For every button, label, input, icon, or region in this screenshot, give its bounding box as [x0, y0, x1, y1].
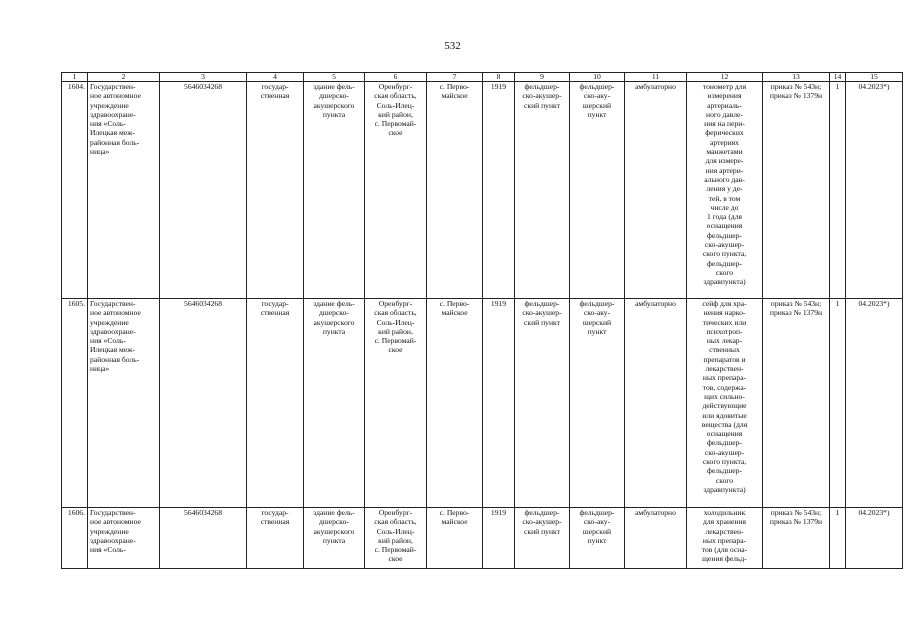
column-header: 12 — [687, 73, 763, 82]
building-type: здание фель- дшерско- акушерского пункта — [304, 299, 365, 508]
organization-name: Государствен- ное автономное учреждение здравоохране- ния «Соль- Илецкая меж- районная боль- ница» — [88, 299, 160, 508]
quantity: 1 — [830, 508, 846, 569]
locality: с. Перво- майское — [427, 299, 483, 508]
due-date: 04.2023*) — [846, 82, 903, 299]
inn-code: 5646034268 — [160, 299, 247, 508]
column-header: 9 — [515, 73, 570, 82]
unit-type-secondary: фельдшер- ско-аку- шерский пункт — [570, 299, 625, 508]
table-row — [62, 82, 903, 299]
column-header: 11 — [625, 73, 687, 82]
registry-table-container — [61, 72, 890, 570]
due-date: 04.2023*) — [846, 299, 903, 508]
locality: с. Перво- майское — [427, 508, 483, 569]
table-row — [62, 299, 903, 508]
address: Оренбург- ская область, Соль-Илец- кий район, с. Первомай- ское — [365, 508, 427, 569]
column-header: 6 — [365, 73, 427, 82]
care-conditions: амбулаторно — [625, 299, 687, 508]
column-header: 10 — [570, 73, 625, 82]
organization-name: Государствен- ное автономное учреждение здравоохране- ния «Соль- Илецкая меж- районная боль- ница» — [88, 82, 160, 299]
unit-type-secondary: фельдшер- ско-аку- шерский пункт — [570, 82, 625, 299]
ownership-form: государ- ственная — [247, 299, 304, 508]
building-type: здание фель- дшерско- акушерского пункта — [304, 508, 365, 569]
quantity: 1 — [830, 299, 846, 508]
care-conditions: амбулаторно — [625, 82, 687, 299]
column-header: 14 — [830, 73, 846, 82]
registry-table — [61, 72, 903, 569]
organization-name: Государствен- ное автономное учреждение здравоохране- ния «Соль- — [88, 508, 160, 569]
column-header: 2 — [88, 73, 160, 82]
order-reference: приказ № 543н; приказ № 1379н — [763, 82, 830, 299]
row-number: 1604. — [62, 82, 88, 299]
column-header: 3 — [160, 73, 247, 82]
table-row — [62, 508, 903, 569]
inn-code: 5646034268 — [160, 82, 247, 299]
equipment-description: тонометр для измерения артериаль- ного давле- ния на пери- ферических артериях манжетами для измере- ния артери- ального дав- ления у де- тей, в том числе до 1 года (для оснащения фельдшер- ско-акушер- ского пункта, фельдшер- ского здравпункта) — [687, 82, 763, 299]
ownership-form: государ- ственная — [247, 82, 304, 299]
order-reference: приказ № 543н; приказ № 1379н — [763, 299, 830, 508]
column-number-row — [62, 73, 903, 82]
ownership-form: государ- ственная — [247, 508, 304, 569]
column-header: 13 — [763, 73, 830, 82]
equipment-description: холодильник для хранения лекарствен- ных препара- тов (для осна- щения фельд- — [687, 508, 763, 569]
unit-type: фельдшер- ско-акушер- ский пункт — [515, 508, 570, 569]
due-date: 04.2023*) — [846, 508, 903, 569]
row-number: 1606. — [62, 508, 88, 569]
column-header: 8 — [483, 73, 515, 82]
column-header: 1 — [62, 73, 88, 82]
order-reference: приказ № 543н; приказ № 1379н — [763, 508, 830, 569]
column-header: 4 — [247, 73, 304, 82]
year: 1919 — [483, 82, 515, 299]
unit-type-secondary: фельдшер- ско-аку- шерский пункт — [570, 508, 625, 569]
address: Оренбург- ская область, Соль-Илец- кий район, с. Первомай- ское — [365, 82, 427, 299]
care-conditions: амбулаторно — [625, 508, 687, 569]
year: 1919 — [483, 299, 515, 508]
inn-code: 5646034268 — [160, 508, 247, 569]
locality: с. Перво- майское — [427, 82, 483, 299]
column-header: 5 — [304, 73, 365, 82]
year: 1919 — [483, 508, 515, 569]
quantity: 1 — [830, 82, 846, 299]
equipment-description: сейф для хра- нения нарко- тических или психотроп- ных лекар- ственных препаратов и лекарствен- ных препара- тов, содержа- щих сильно- действующие или ядовитые вещества (для оснащения фельдшер- ско-акушер- ского пункта, фельдшер- ского здравпункта) — [687, 299, 763, 508]
row-number: 1605. — [62, 299, 88, 508]
column-header: 15 — [846, 73, 903, 82]
column-header: 7 — [427, 73, 483, 82]
page-number: 532 — [444, 40, 461, 52]
building-type: здание фель- дшерско- акушерского пункта — [304, 82, 365, 299]
unit-type: фельдшер- ско-акушер- ский пункт — [515, 82, 570, 299]
unit-type: фельдшер- ско-акушер- ский пункт — [515, 299, 570, 508]
address: Оренбург- ская область, Соль-Илец- кий район, с. Первомай- ское — [365, 299, 427, 508]
